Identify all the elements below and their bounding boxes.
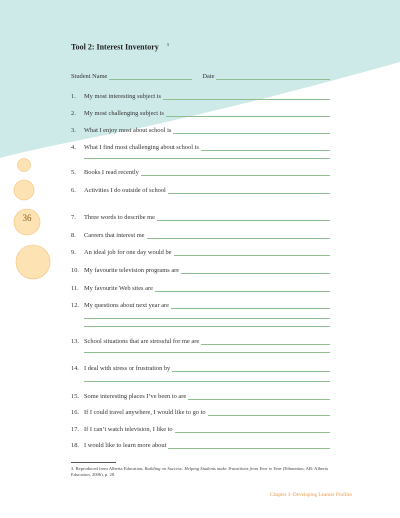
question-number: 9. [71,249,76,256]
question-text: My favourite television programs are [84,267,180,274]
question-number: 13. [71,338,79,345]
question-row [71,141,330,151]
answer-line[interactable] [168,441,330,449]
question-text: Books I read recently [84,169,139,176]
answer-line[interactable] [163,92,330,100]
answer-line-extra[interactable] [84,158,330,159]
chapter-footer: Chapter 3–Developing Learner Profiles [270,492,352,498]
question-row [71,406,330,416]
answer-line[interactable] [147,231,330,239]
question-text: Activities I do outside of school [84,187,166,194]
footnote-ref: 3 [166,42,169,47]
page-number: 36 [22,213,32,223]
answer-line[interactable] [201,143,330,151]
question-number: 4. [71,144,76,151]
footnote-text-before: Reproduced from Alberta Education, [75,466,144,471]
answer-line-extra[interactable] [84,381,330,382]
question-row [71,390,330,400]
question-number: 18. [71,442,79,449]
question-text: My most challenging subject is [84,110,164,117]
footnote-number: 3. [71,466,75,471]
question-text: My favourite Web sites are [84,285,153,292]
question-number: 2. [71,110,76,117]
question-text: What I find most challenging about school is [84,144,199,151]
answer-line[interactable] [172,364,330,372]
question-row [71,184,330,194]
question-text: My questions about next year are [84,302,170,309]
answer-line[interactable] [168,186,330,194]
answer-line[interactable] [201,337,330,345]
answer-line-extra[interactable] [84,318,330,319]
decor-circle-small [18,159,31,172]
question-number: 1. [71,93,76,100]
question-row [71,362,330,372]
question-number: 12. [71,302,79,309]
question-row [71,229,330,239]
question-row [71,211,330,221]
question-number: 6. [71,187,76,194]
question-row [71,166,330,176]
footnote-divider [71,462,116,463]
answer-line[interactable] [173,126,330,134]
date-label: Date [202,73,215,80]
answer-line[interactable] [157,213,330,221]
question-text: Some interesting places I’ve been to are [84,393,187,400]
answer-line-extra[interactable] [84,326,330,327]
question-row [71,90,330,100]
question-text: Three words to describe me [84,214,155,221]
question-text: If I can’t watch television, I like to [84,426,173,433]
question-number: 14. [71,365,79,372]
question-row [71,423,330,433]
question-text: An ideal job for one day would be [84,249,172,256]
student-name-field[interactable] [109,72,192,80]
footnote-text-after: (Edmonton, AB: Alberta Education, 2006), p. 28. [71,466,328,477]
answer-line[interactable] [141,168,330,176]
question-text: If I could travel anywhere, I would like to go to [84,409,206,416]
answer-line[interactable] [188,392,330,400]
page-title [71,42,169,52]
answer-line[interactable] [175,425,330,433]
answer-line[interactable] [181,266,330,274]
question-number: 7. [71,214,76,221]
question-number: 17. [71,426,79,433]
question-row [71,299,330,309]
question-number: 15. [71,393,79,400]
answer-line[interactable] [174,248,331,256]
title-text: Tool 2: Interest Inventory [71,42,159,52]
answer-line[interactable] [166,109,330,117]
question-text: What I enjoy most about school is [84,127,172,134]
question-number: 11. [71,285,79,292]
question-text: I would like to learn more about [84,442,167,449]
question-number: 10. [71,267,79,274]
student-name-label: Student Name [71,73,108,80]
question-row [71,124,330,134]
decor-circle-medium [14,180,34,200]
footnote-source-title: Building on Success: Helping Students make Transitions from Year to Year [144,466,282,471]
answer-line[interactable] [171,301,330,309]
question-row [71,107,330,117]
question-row [71,264,330,274]
footnote [71,466,333,478]
decor-circle-large [16,245,50,279]
question-row [71,439,330,449]
question-row [71,246,330,256]
date-field[interactable] [216,72,330,80]
question-number: 8. [71,232,76,239]
answer-line-extra[interactable] [84,352,330,353]
question-row [71,282,330,292]
question-number: 3. [71,127,76,134]
question-number: 16. [71,409,79,416]
answer-line[interactable] [208,408,330,416]
question-text: I deal with stress or frustration by [84,365,171,372]
question-row [71,335,330,345]
answer-line[interactable] [155,284,330,292]
question-text: My most interesting subject is [84,93,162,100]
question-text: School situations that are stressful for me are [84,338,200,345]
student-name-row [71,70,330,80]
question-number: 5. [71,169,76,176]
question-text: Careers that interest me [84,232,145,239]
